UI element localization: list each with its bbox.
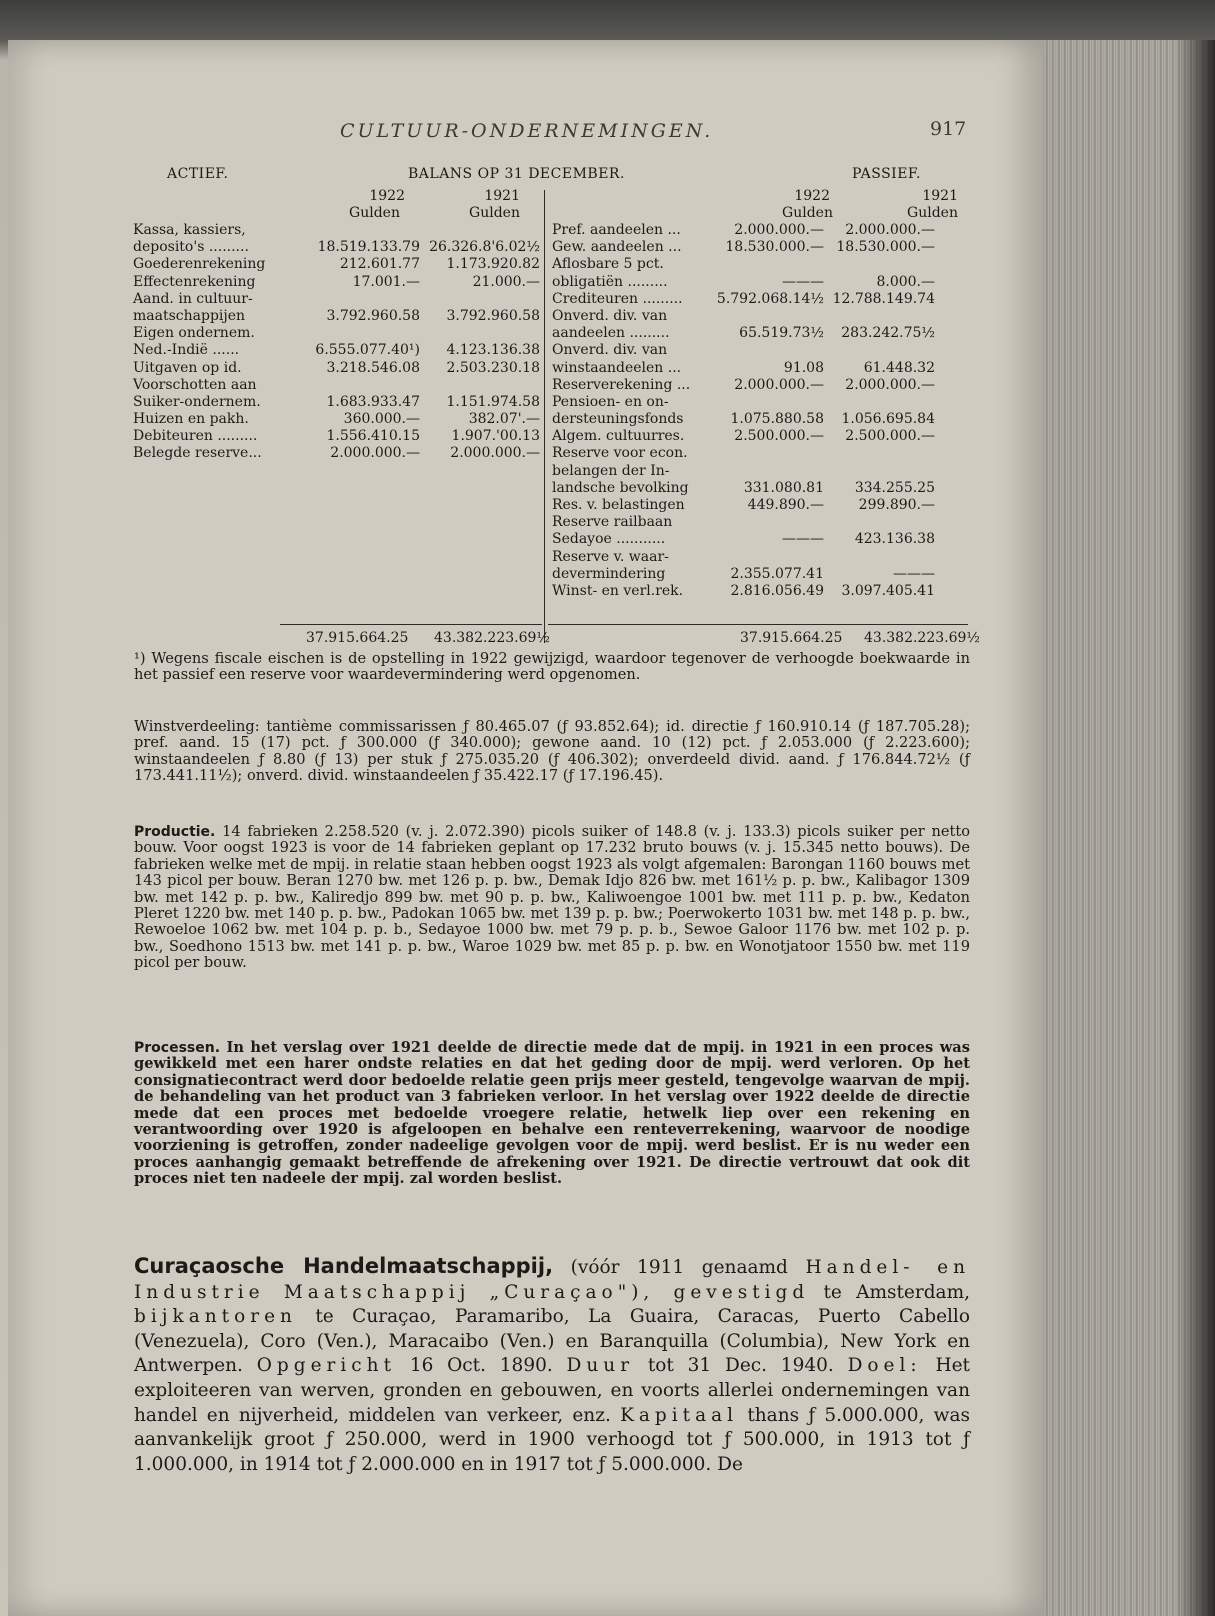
- actief-row: [133, 377, 541, 394]
- passief-row-value-1922: 65.519.73½: [739, 325, 824, 342]
- actief-row-value-1922: 1.683.933.47: [326, 393, 420, 410]
- passief-row-label: devermindering: [552, 565, 666, 582]
- actief-row-value-1922: 18.519.133.79: [317, 239, 420, 256]
- curacao-doel: Doel:: [847, 1355, 922, 1377]
- actief-row: [133, 394, 541, 411]
- actief-total-1921: 43.382.223.69½: [434, 630, 550, 646]
- passief-row-label: landsche bevolking: [552, 479, 689, 496]
- passief-row: [552, 428, 967, 445]
- passief-row: [552, 531, 967, 548]
- actief-row-value-1922: 360.000.—: [343, 411, 420, 428]
- passief-row: [552, 256, 967, 273]
- curacao-bijkantoren: bijkantoren: [134, 1306, 297, 1328]
- passief-row-label: obligatiën .........: [552, 273, 668, 290]
- passief-row-value-1922: 331.080.81: [743, 479, 824, 496]
- passief-row-value-1922: 91.08: [783, 359, 824, 376]
- passief-row: [552, 360, 967, 377]
- passief-unit-1921: Gulden: [907, 205, 958, 221]
- actief-row-value-1921: 26.326.8'6.02½: [429, 239, 540, 256]
- actief-row: [133, 239, 541, 256]
- actief-row: [133, 342, 541, 359]
- actief-row-value-1921: 382.07'.—: [468, 411, 540, 428]
- running-title: CULTUUR-ONDERNEMINGEN.: [340, 120, 714, 142]
- actief-row-value-1921: 3.792.960.58: [446, 307, 540, 324]
- actief-row-label: Uitgaven op id.: [133, 359, 242, 376]
- passief-row-value-1922: 2.816.056.49: [730, 582, 824, 599]
- passief-sum-line: [548, 624, 968, 625]
- passief-year-1922: 1922: [794, 188, 830, 204]
- page-number: 917: [930, 118, 967, 140]
- curacao-text-5: Het exploiteeren van werven, gronden en gebouwen, en voorts allerlei ondernemingen van handel en nijverheid, middelen van verkeer, enz.: [134, 1355, 970, 1426]
- passief-row-label: Algem. cultuurres.: [552, 428, 685, 445]
- passief-row-label: belangen der In-: [552, 462, 670, 479]
- actief-row: [133, 291, 541, 308]
- actief-table: [133, 222, 541, 463]
- passief-row: [552, 480, 967, 497]
- passief-row-label: Crediteuren .........: [552, 290, 683, 307]
- processen-paragraph: [134, 1040, 970, 1188]
- passief-row-label: Aflosbare 5 pct.: [552, 256, 664, 273]
- passief-year-1921: 1921: [922, 188, 958, 204]
- winstverdeeling-paragraph: Winstverdeeling: tantième commissarissen ƒ 80.465.07 (ƒ 93.852.64); id. directie ƒ 160.910.14 (ƒ 187.705.28); pref. aand. 15 (17) pct. ƒ 300.000 (ƒ 340.000); gewone aand. 10 (12) pct. ƒ 2.053.000 (ƒ 2.223.600); winstaandeelen ƒ 8.80 (ƒ 13) per stuk ƒ 275.035.20 (ƒ 406.302); onverdeeld divid. aand. ƒ 176.844.72½ (ƒ 173.441.11½); onverd. divid. winstaandeelen ƒ 35.422.17 (ƒ 17.196.45).: [134, 718, 970, 785]
- curacao-kapitaal: Kapitaal: [620, 1404, 739, 1426]
- actief-row-label: Voorschotten aan: [133, 376, 257, 393]
- passief-table: [552, 222, 967, 600]
- passief-row: [552, 342, 967, 359]
- passief-row: [552, 463, 967, 480]
- passief-row-value-1921: 1.056.695.84: [841, 411, 935, 428]
- actief-row-value-1921: 4.123.136.38: [446, 342, 540, 359]
- passief-row-value-1921: 2.000.000.—: [845, 222, 935, 238]
- passief-row-value-1922: ———: [782, 531, 824, 548]
- curacao-paragraph: [134, 1254, 970, 1477]
- actief-row: [133, 274, 541, 291]
- actief-row: [133, 256, 541, 273]
- passief-row-value-1921: 299.890.—: [858, 497, 935, 513]
- passief-row-value-1921: 61.448.32: [863, 359, 935, 376]
- passief-row-value-1921: 2.500.000.—: [845, 428, 935, 445]
- passief-row-label: Reserve voor econ.: [552, 445, 688, 462]
- actief-row-value-1922: 3.792.960.58: [326, 307, 420, 324]
- actief-row-value-1922: 2.000.000.—: [330, 445, 420, 462]
- actief-row: [133, 360, 541, 377]
- footnote: ¹) Wegens fiscale eischen is de opstelling in 1922 gewijzigd, waardoor tegenover de verhoogde boekwaarde in het passief een reserve voor waardevermindering werd opgenomen.: [134, 650, 970, 684]
- passief-row-value-1921: 283.242.75½: [841, 325, 935, 342]
- curacao-text-2: te Curaçao, Paramaribo, La Guaira, Caracas, Puerto Cabello (Venezuela), Coro (Ven.), Maracaibo (Ven.) en Baranquilla (Columbia), New York en Antwerpen.: [134, 1306, 970, 1377]
- actief-row-value-1921: 2.000.000.—: [450, 445, 540, 462]
- passief-row-label: Onverd. div. van: [552, 342, 668, 359]
- actief-row-label: Debiteuren .........: [133, 428, 258, 445]
- book-page-edges: [1043, 40, 1215, 1616]
- actief-row: [133, 411, 541, 428]
- passief-total-1921: 43.382.223.69½: [864, 630, 980, 646]
- passief-row: [552, 394, 967, 411]
- actief-row-label: Aand. in cultuur-: [133, 290, 253, 307]
- actief-row-label: Suiker-ondernem.: [133, 393, 261, 410]
- passief-row-value-1921: 334.255.25: [854, 479, 935, 496]
- passief-row-value-1921: 3.097.405.41: [841, 582, 935, 599]
- passief-row: [552, 497, 967, 514]
- curacao-opgericht: Opgericht: [256, 1355, 397, 1377]
- passief-row: [552, 308, 967, 325]
- curacao-text-1: te Amsterdam,: [823, 1281, 971, 1303]
- actief-year-1922: 1922: [369, 188, 405, 204]
- passief-unit-1922: Gulden: [782, 205, 833, 221]
- passief-row-label: Pref. aandeelen ...: [552, 222, 681, 238]
- curacao-intro: (vóór 1911 genaamd: [570, 1257, 788, 1278]
- curacao-text-3: 16 Oct. 1890.: [409, 1355, 553, 1377]
- actief-unit-1922: Gulden: [349, 205, 400, 221]
- passief-row-value-1922: 2.000.000.—: [734, 222, 824, 238]
- passief-row-label: winstaandeelen ...: [552, 359, 682, 376]
- passief-row-value-1922: 2.000.000.—: [734, 376, 824, 393]
- curacao-heading: Curaçaosche Handelmaatschappij,: [134, 1254, 554, 1278]
- actief-row-label: Belegde reserve...: [133, 445, 262, 462]
- processen-heading: Processen.: [134, 1040, 221, 1056]
- passief-row: [552, 274, 967, 291]
- passief-row-value-1922: 2.355.077.41: [730, 565, 824, 582]
- actief-row-label: maatschappijen: [133, 307, 246, 324]
- actief-sum-line: [280, 624, 542, 625]
- passief-row: [552, 549, 967, 566]
- actief-total-1922: 37.915.664.25: [306, 630, 409, 646]
- productie-heading: Productie.: [134, 824, 216, 840]
- passief-row-label: Sedayoe ...........: [552, 531, 666, 548]
- actief-row: [133, 445, 541, 462]
- actief-row-value-1922: 6.555.077.40¹): [315, 342, 420, 359]
- passief-row: [552, 583, 967, 600]
- passief-row: [552, 377, 967, 394]
- curacao-former-name: Handel- en Industrie Maatschappij „Curaçao"), gevestigd: [134, 1257, 971, 1303]
- passief-row: [552, 514, 967, 531]
- passief-row-value-1921: ———: [893, 565, 935, 582]
- actief-row-value-1922: 3.218.546.08: [326, 359, 420, 376]
- passief-row-label: aandeelen .........: [552, 325, 670, 342]
- actief-row-value-1922: 212.601.77: [339, 256, 420, 273]
- actief-row: [133, 222, 541, 239]
- passief-row-value-1922: 1.075.880.58: [730, 411, 824, 428]
- passief-row: [552, 239, 967, 256]
- actief-row-label: Huizen en pakh.: [133, 411, 249, 428]
- balance-title: BALANS OP 31 DECEMBER.: [408, 166, 625, 182]
- actief-row-label: Eigen ondernem.: [133, 325, 255, 342]
- actief-row-value-1921: 2.503.230.18: [446, 359, 540, 376]
- passief-row-value-1921: 423.136.38: [854, 531, 935, 548]
- passief-row-label: Reserverekening ...: [552, 376, 691, 393]
- passief-row-value-1921: 18.530.000.—: [836, 239, 935, 256]
- passief-row-label: Pensioen- en on-: [552, 393, 669, 410]
- passief-total-1922: 37.915.664.25: [740, 630, 843, 646]
- passief-row-value-1921: 8.000.—: [876, 273, 935, 290]
- passief-row-value-1922: 18.530.000.—: [725, 239, 824, 256]
- passief-row-label: Winst- en verl.rek.: [552, 582, 684, 599]
- passief-row-label: Gew. aandeelen ...: [552, 239, 682, 256]
- actief-row-value-1922: 17.001.—: [352, 273, 420, 290]
- curacao-text-4: tot 31 Dec. 1940.: [647, 1355, 834, 1377]
- passief-row-value-1922: 449.890.—: [747, 497, 824, 513]
- passief-label: PASSIEF.: [852, 166, 921, 182]
- passief-row: [552, 222, 967, 239]
- actief-row: [133, 325, 541, 342]
- passief-row: [552, 411, 967, 428]
- actief-row-value-1922: 1.556.410.15: [326, 428, 420, 445]
- passief-row: [552, 325, 967, 342]
- passief-row: [552, 566, 967, 583]
- actief-row-value-1921: 1.173.920.82: [446, 256, 540, 273]
- passief-row: [552, 445, 967, 462]
- actief-label: ACTIEF.: [167, 166, 229, 182]
- passief-row: [552, 291, 967, 308]
- actief-row: [133, 308, 541, 325]
- curacao-duur: Duur: [566, 1355, 635, 1377]
- actief-row-label: Goederenrekening: [133, 256, 266, 273]
- curacao-text-6: thans ƒ 5.000.000, was aanvankelijk groot ƒ 250.000, werd in 1900 verhoogd tot ƒ 500.000, in 1913 tot ƒ 1.000.000, in 1914 tot ƒ 2.000.000 en in 1917 tot ƒ 5.000.000. De: [134, 1404, 970, 1475]
- processen-text: In het verslag over 1921 deelde de directie mede dat de mpij. in 1921 in een proces was gewikkeld met een harer ondste relaties en dat het geding door de mpij. werd verloren. Op het consignatiecontract werd door bedoelde relatie geen prijs meer gesteld, tengevolge waarvan de mpij. de behandeling van het product van 3 fabrieken verloor. In het verslag over 1922 deelde de directie mede dat een proces met bedoelde vroegere relatie, hetwelk liep over een rekening en verantwoording over 1920 is afgeloopen en behalve een renteverrekening, waarvoor de noodige voorziening is getroffen, zonder nadeelige gevolgen voor de mpij. werd beslist. Er is nu weder een proces aanhangig gemaakt betreffende de afrekening over 1921. De directie vertrouwt dat ook dit proces niet ten nadeele der mpij. zal worden beslist.: [134, 1039, 970, 1188]
- actief-unit-1921: Gulden: [469, 205, 520, 221]
- actief-year-1921: 1921: [484, 188, 520, 204]
- actief-row-value-1921: 1.907.'00.13: [451, 428, 540, 445]
- passief-row-label: Res. v. belastingen: [552, 497, 685, 513]
- passief-row-label: dersteuningsfonds: [552, 411, 684, 428]
- passief-row-label: Onverd. div. van: [552, 307, 668, 324]
- passief-row-label: Reserve v. waar-: [552, 548, 669, 565]
- actief-row: [133, 428, 541, 445]
- passief-row-label: Reserve railbaan: [552, 514, 673, 531]
- actief-row-label: Effectenrekening: [133, 273, 256, 290]
- passief-row-value-1922: ———: [782, 273, 824, 290]
- passief-row-value-1922: 5.792.068.14½: [716, 290, 824, 307]
- passief-row-value-1921: 2.000.000.—: [845, 376, 935, 393]
- actief-row-value-1921: 1.151.974.58: [446, 393, 540, 410]
- productie-text: 14 fabrieken 2.258.520 (v. j. 2.072.390) picols suiker of 148.8 (v. j. 133.3) picols suiker per netto bouw. Voor oogst 1923 is voor de 14 fabrieken geplant op 17.232 bruto bouws (v. j. 15.345 netto bouws). De fabrieken welke met de mpij. in relatie staan hebben oogst 1923 als volgt afgemalen: Barongan 1160 bouws met 143 picol per bouw. Beran 1270 bw. met 126 p. p. bw., Demak Idjo 826 bw. met 161½ p. p. bw., Kalibagor 1309 bw. met 142 p. p. bw., Kaliredjo 899 bw. met 90 p. p. bw., Kaliwoengoe 1001 bw. met 111 p. p. bw., Kedaton Pleret 1220 bw. met 140 p. p. bw., Padokan 1065 bw. met 139 p. p. bw.; Poerwokerto 1031 bw. met 148 p. p. bw., Rewoeloe 1062 bw. met 104 p. p. b., Sedayoe 1000 bw. met 79 p. p. b., Sewoe Galoor 1176 bw. met 102 p. p. bw., Soedhono 1513 bw. met 141 p. p. bw., Waroe 1029 bw. met 85 p. p. bw. en Wonotjatoor 1550 bw. met 119 picol per bouw.: [134, 823, 971, 972]
- productie-paragraph: [134, 824, 970, 972]
- passief-row-value-1921: 12.788.149.74: [832, 290, 935, 307]
- actief-row-label: deposito's .........: [133, 239, 249, 256]
- actief-row-label: Ned.-Indië ......: [133, 342, 240, 359]
- actief-row-label: Kassa, kassiers,: [133, 222, 246, 238]
- actief-row-value-1921: 21.000.—: [472, 273, 540, 290]
- column-divider: [544, 190, 545, 643]
- passief-row-value-1922: 2.500.000.—: [734, 428, 824, 445]
